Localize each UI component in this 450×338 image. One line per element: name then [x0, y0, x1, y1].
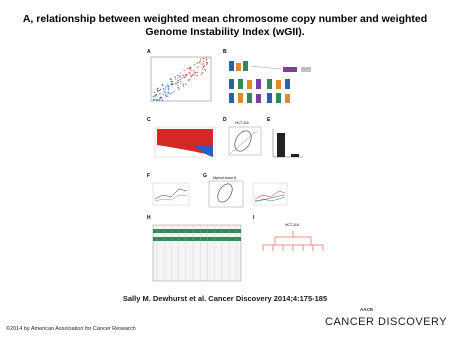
scatter-point — [162, 99, 163, 100]
scatter-point — [183, 83, 184, 84]
scatter-point — [170, 81, 171, 82]
scatter-point — [184, 77, 185, 78]
panel-i-tree — [263, 231, 323, 251]
scatter-point — [174, 76, 175, 77]
scatter-point — [168, 86, 169, 87]
panel-e-bars — [273, 129, 303, 157]
scatter-point — [159, 99, 160, 100]
scatter-point — [163, 88, 164, 89]
panel-label-f: F — [147, 173, 151, 179]
scatter-point — [167, 84, 168, 85]
panel-c-waterfall — [155, 127, 215, 157]
scatter-point — [165, 92, 166, 93]
scatter-point — [165, 86, 166, 87]
scatter-point — [187, 68, 188, 69]
scatter-point — [191, 75, 192, 76]
scatter-point — [159, 90, 160, 91]
panel-label-g: G — [203, 173, 207, 179]
scatter-point — [203, 66, 204, 67]
scatter-point — [180, 83, 181, 84]
scatter-point — [183, 75, 184, 76]
scatter-point — [178, 82, 179, 83]
scatter-point — [199, 62, 200, 63]
panel-d-title: HCT-116 — [235, 121, 249, 125]
scatter-point — [197, 75, 198, 76]
scatter-point — [175, 79, 176, 80]
scatter-point — [171, 78, 172, 79]
scatter-point — [204, 65, 205, 66]
scatter-point — [204, 69, 205, 70]
panel-d-trace — [229, 127, 261, 155]
scatter-point — [171, 92, 172, 93]
figure-graphic — [143, 45, 331, 289]
scatter-point — [171, 83, 172, 84]
scatter-point — [168, 92, 169, 93]
scatter-point — [188, 80, 189, 81]
panel-label-i: I — [253, 215, 255, 221]
panel-g-title: Diploid clone 8 — [213, 176, 236, 180]
panel-h-grid — [153, 225, 241, 281]
scatter-point — [203, 61, 204, 62]
scatter-point — [202, 72, 203, 73]
scatter-point — [157, 88, 158, 89]
panel-label-b: B — [223, 49, 227, 55]
panel-g-trace — [209, 181, 243, 207]
scatter-point — [190, 69, 191, 70]
scatter-point — [191, 76, 192, 77]
scatter-point — [153, 96, 154, 97]
slide-title: A, relationship between weighted mean chromosome copy number and weighted Genome Instability Index (wGII). — [22, 13, 428, 38]
scatter-point — [200, 61, 201, 62]
panel-f-traces — [153, 183, 189, 205]
scatter-point — [190, 73, 191, 74]
scatter-point — [167, 96, 168, 97]
panel-label-c: C — [147, 117, 151, 123]
scatter-point — [172, 81, 173, 82]
scatter-point — [168, 89, 169, 90]
scatter-point — [179, 89, 180, 90]
scatter-point — [157, 91, 158, 92]
scatter-point — [180, 73, 181, 74]
aacr-logo: AACR — [360, 307, 373, 312]
scatter-point — [162, 84, 163, 85]
scatter-point — [180, 76, 181, 77]
scatter-point — [206, 62, 207, 63]
scatter-point — [190, 67, 191, 68]
scatter-point — [184, 70, 185, 71]
scatter-point — [202, 68, 203, 69]
scatter-point — [160, 89, 161, 90]
scatter-point — [206, 64, 207, 65]
scatter-point — [183, 84, 184, 85]
panel-label-h: H — [147, 215, 151, 221]
scatter-point — [194, 64, 195, 65]
figure — [143, 45, 331, 289]
scatter-point — [155, 94, 156, 95]
panel-b-schematic — [229, 61, 311, 103]
copyright: ©2014 by American Association for Cancer Research — [6, 326, 136, 332]
scatter-point — [165, 93, 166, 94]
scatter-point — [185, 84, 186, 85]
scatter-point — [178, 85, 179, 86]
scatter-point — [178, 87, 179, 88]
scatter-point — [183, 86, 184, 87]
panel-label-a: A — [147, 49, 151, 55]
scatter-point — [160, 97, 161, 98]
panel-i-title: HCT-116 — [285, 223, 299, 227]
panel-g-lines — [253, 183, 287, 205]
panel-label-e: E — [267, 117, 271, 123]
scatter-point — [154, 92, 155, 93]
scatter-point — [180, 81, 181, 82]
scatter-point — [203, 67, 204, 68]
scatter-point — [174, 91, 175, 92]
scatter-point — [194, 72, 195, 73]
citation: Sally M. Dewhurst et al. Cancer Discovery 2014;4:175-185 — [122, 294, 328, 303]
scatter-point — [177, 80, 178, 81]
scatter-point — [205, 70, 206, 71]
panel-a-scatter — [151, 57, 211, 101]
scatter-point — [197, 72, 198, 73]
scatter-point — [159, 93, 160, 94]
scatter-point — [177, 75, 178, 76]
scatter-point — [154, 99, 155, 100]
scatter-point — [189, 79, 190, 80]
scatter-point — [192, 75, 193, 76]
scatter-point — [161, 97, 162, 98]
scatter-point — [154, 95, 155, 96]
scatter-point — [200, 59, 201, 60]
scatter-point — [201, 73, 202, 74]
scatter-point — [163, 94, 164, 95]
panel-label-d: D — [223, 117, 227, 123]
journal-logo: CANCER DISCOVERY — [325, 316, 448, 328]
scatter-point — [177, 77, 178, 78]
scatter-point — [193, 70, 194, 71]
scatter-point — [197, 63, 198, 64]
scatter-point — [170, 93, 171, 94]
scatter-point — [203, 58, 204, 59]
scatter-point — [164, 89, 165, 90]
scatter-point — [156, 99, 157, 100]
scatter-point — [159, 98, 160, 99]
scatter-point — [193, 73, 194, 74]
scatter-point — [206, 57, 207, 58]
scatter-point — [165, 95, 166, 96]
scatter-point — [194, 74, 195, 75]
